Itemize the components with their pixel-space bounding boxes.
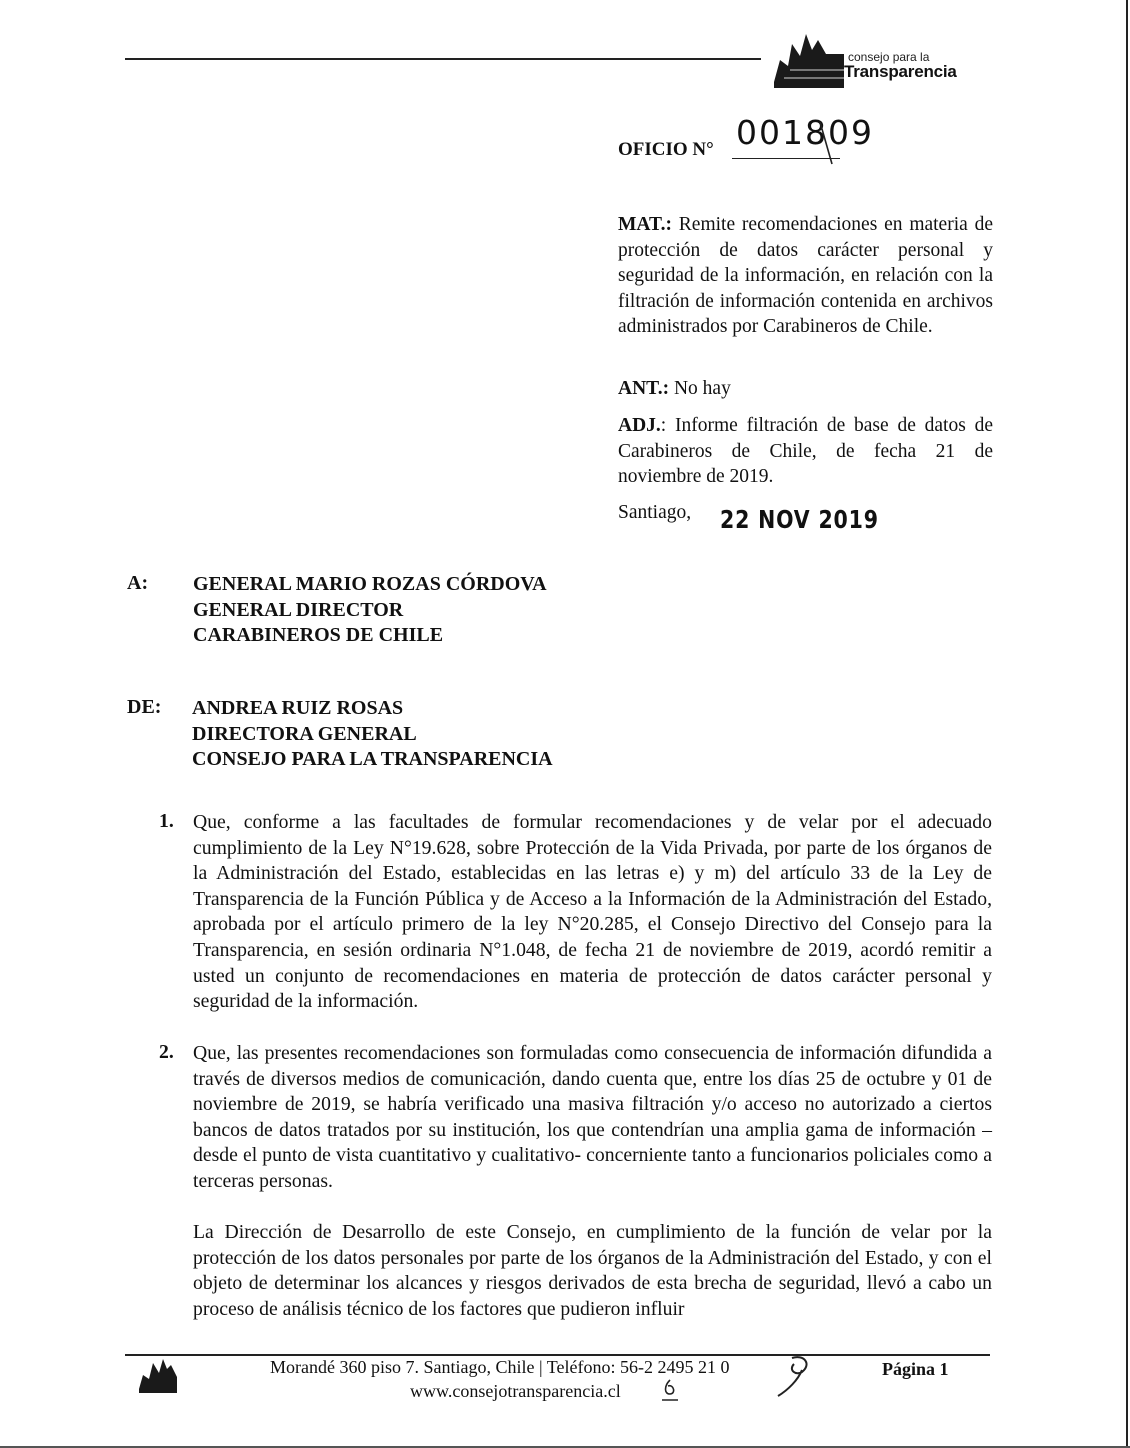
paragraph-number: 2. [159,1041,174,1063]
recipient-title: GENERAL DIRECTOR [193,598,404,621]
antecedent-text: No hay [673,378,731,399]
page-number: Página 1 [882,1359,949,1379]
paragraph-1: Que, conforme a las facultades de formular recomendaciones y de velar por el adecuado cumplimiento de la Ley N°19.628, sobre Protección de la Vida Privada, por parte de los órganos de la Administración del Estado, establecidas en las letras e) y m) del artículo 33 de la Ley de Transparencia de la Función Pública y de Acceso a la Información de la Administración del Estado, aprobada por el artículo primero de la ley N°20.285, el Consejo Directivo del Consejo para la Transparencia, en sesión ordinaria N°1.048, de fecha 21 de noviembre de 2019, acordó remitir a usted un conjunto de recomendaciones en materia de protección de datos carácter personal y seguridad de la información. [193,811,992,1013]
recipient-organization: CARABINEROS DE CHILE [193,624,444,646]
logo-wordmark: Transparencia [844,62,957,81]
attachment-label: ADJ. [618,415,661,436]
subject-label: MAT.: [618,214,672,235]
footer-logo-icon [137,1355,181,1395]
logo-mark-icon [770,30,850,90]
handwritten-mark-icon [812,118,842,168]
sender-organization: CONSEJO PARA LA TRANSPARENCIA [192,748,553,770]
paragraph-number: 1. [159,810,174,832]
header-rule [125,58,761,60]
page-border-right [1126,0,1128,1448]
recipient-name: GENERAL MARIO ROZAS CÓRDOVA [193,573,547,595]
sender-block [192,696,553,773]
subject-block [618,212,993,340]
footer-address: Morandé 360 piso 7. Santiago, Chile | Teléfono: 56-2 2495 21 0 [270,1357,730,1377]
logo-tagline: consejo para la [848,50,930,64]
initials-signature-icon [770,1350,820,1400]
date-place: Santiago, [618,502,692,523]
sender-name: ANDREA RUIZ ROSAS [192,697,404,719]
initials-mark-icon [660,1378,680,1404]
paragraph-2: Que, las presentes recomendaciones son formuladas como consecuencia de información difundida a través de diversos medios de comunicación, dando cuenta que, entre los días 25 de octubre y 01 de noviembre de 2019, se habría verificado una masiva filtración y/o acceso no autorizado a ciertos bancos de datos tratados por su institución, los que contendrían una amplia gama de información –desde el punto de vista cuantitativo y cualitativo- concerniente tanto a funcionarios policiales como a terceras personas. [193,1042,992,1192]
oficio-label: OFICIO N° [618,139,714,160]
date-stamp: 22 NOV 2019 [720,505,879,534]
oficio-number: 001809 [736,113,874,152]
sender-label: DE: [127,696,162,718]
paragraph-3: La Dirección de Desarrollo de este Consejo, en cumplimiento de la función de velar por la protección de los datos personales por parte de los órganos de la Administración del Estado, y con el objeto de determinar los alcances y riesgos derivados de esta brecha de seguridad, llevó a cabo un proceso de análisis técnico de los factores que pudieron influir [193,1221,992,1320]
attachment-block [618,413,993,490]
sender-title: DIRECTORA GENERAL [192,722,417,745]
organization-logo [770,30,990,90]
antecedent-block [618,376,993,402]
recipient-block [193,572,547,649]
antecedent-label: ANT.: [618,378,670,399]
attachment-text: : Informe filtración de base de datos de Carabineros de Chile, de fecha 21 de noviembre de 2019. [618,415,993,487]
footer-rule [125,1354,990,1356]
subject-text: Remite recomendaciones en materia de protección de datos carácter personal y seguridad de la información, en relación con la filtración de información contenida en archivos administrados por Carabineros de Chile. [618,214,993,337]
recipient-label: A: [127,572,149,594]
footer-website: www.consejotransparencia.cl [410,1381,621,1401]
